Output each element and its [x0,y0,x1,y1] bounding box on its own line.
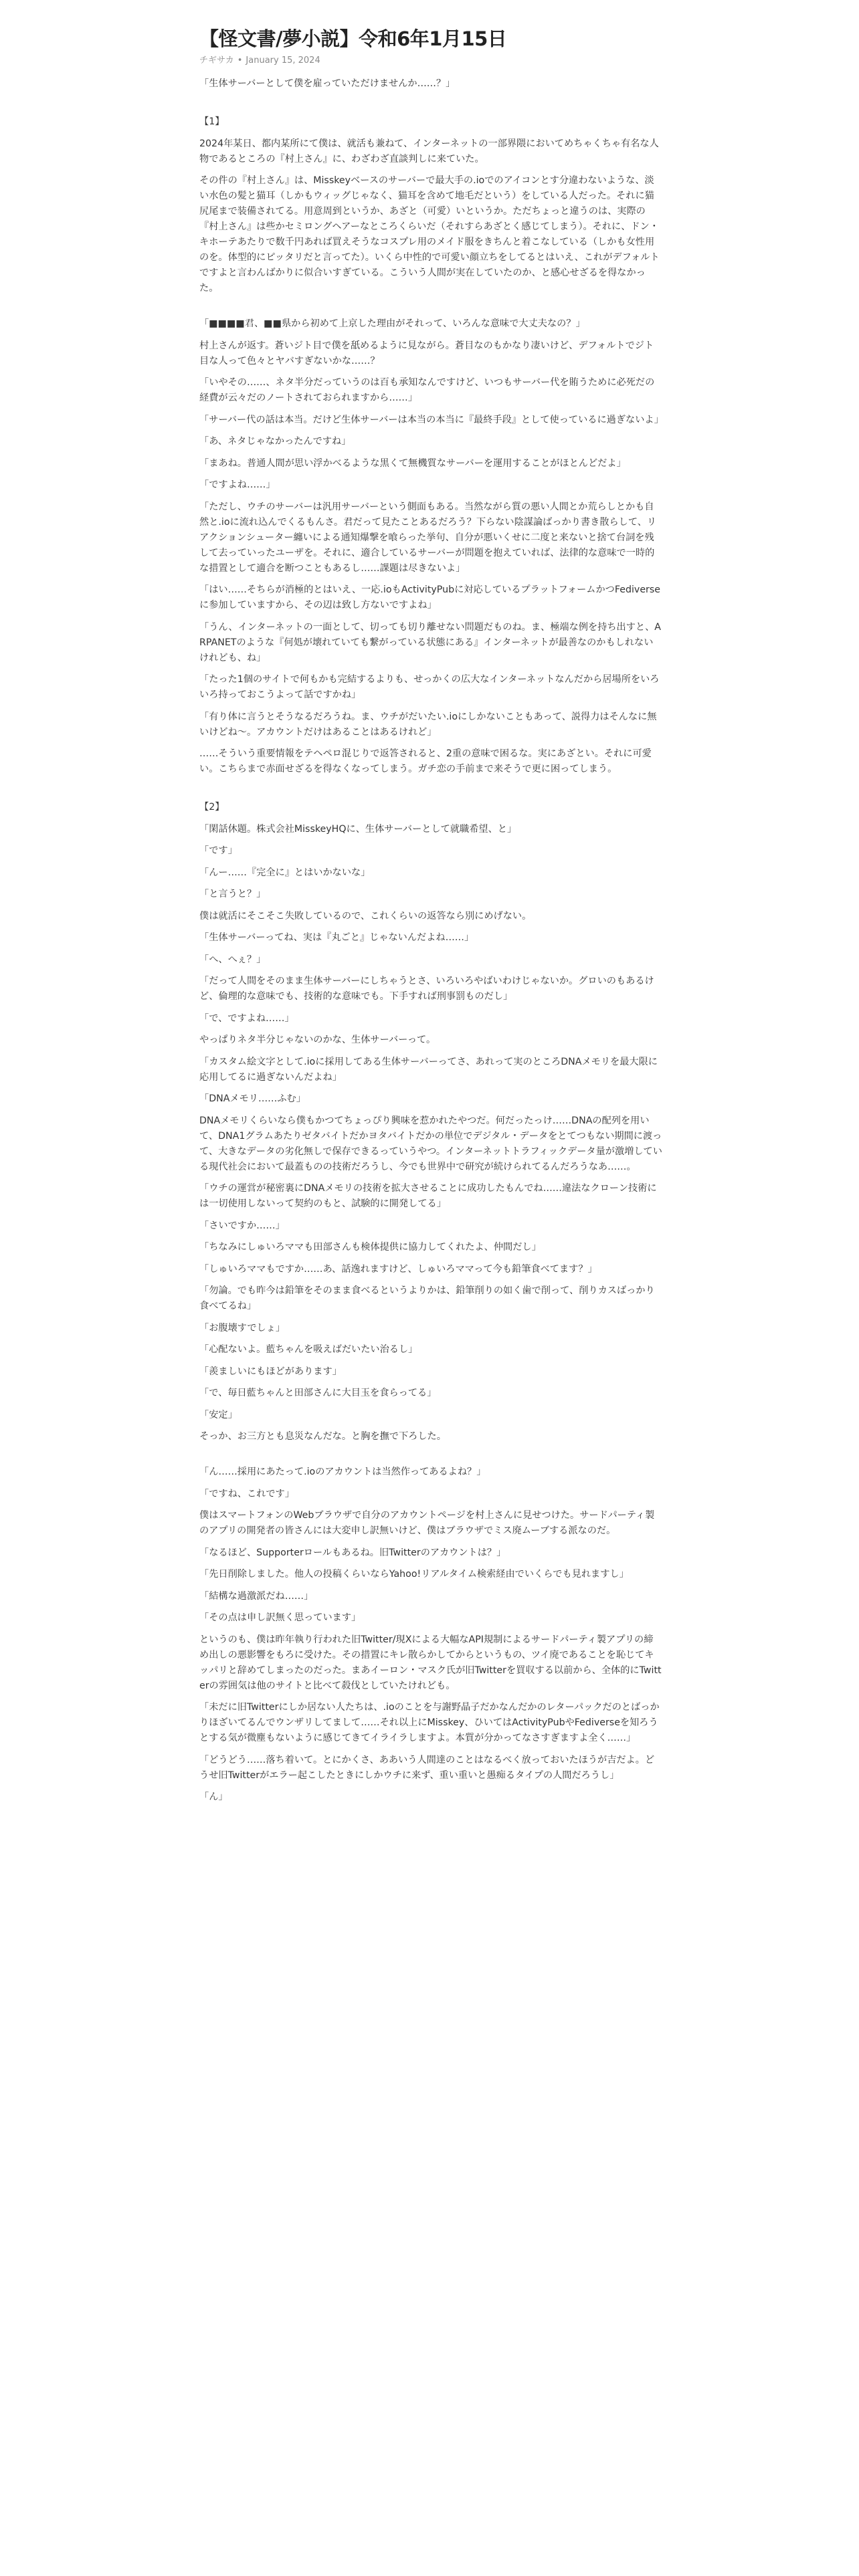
paragraph: 「閑話休題。株式会社MisskeyHQに、生体サーバーとして就職希望、と」 [199,823,517,835]
article-title: 【怪文書/夢小説】令和6年1月15日 [199,27,507,50]
paragraph: ……そういう重要情報をテヘペロ混じりで返答されると、2重の意味で困るな。実にあざとい。それに可愛い。こちらまで赤面せざるを得なくなってしまう。ガチ恋の手前まで来そうで更に困ってしまう。 [199,748,652,774]
paragraph: 「んー……『完全に』とはいかないな」 [199,867,371,878]
paragraph: 「で、ですよね……」 [199,1012,294,1024]
paragraph: 「ちなみにしゅいろママも田部さんも検体提供に協力してくれたよ、仲間だし」 [199,1242,541,1253]
article-meta [199,55,662,67]
paragraph: 「ですね、これです」 [199,1488,294,1499]
paragraph: 「生体サーバーってね、実は『丸ごと』じゃないんだよね……」 [199,932,474,943]
paragraph: 「たった1個のサイトで何もかも完結するよりも、せっかくの広大なインターネットなんだから居場所をいろいろ持っておこうよって話ですかね」 [199,674,660,700]
paragraph: 「なるほど、Supporterロールもあるね。旧Twitterのアカウントは？」 [199,1547,506,1558]
paragraph: 「しゅいろママもですか……あ、話逸れますけど、しゅいろママって今も鉛筆食べてます？」 [199,1263,597,1275]
paragraph: 「どうどう……落ち着いて。とにかくさ、ああいう人間達のことはなるべく放っておいたほうが吉だよ。どうせ旧Twitterがエラー起こしたときにしかウチに来ず、重い重いと愚痴るタイプの人間だろうし」 [199,1754,655,1781]
paragraph: 「サーバー代の話は本当。だけど生体サーバーは本当の本当に『最終手段』として使っているに過ぎないよ」 [199,414,664,425]
paragraph: 「です」 [199,845,237,856]
article [199,0,662,1805]
paragraph: 「■■■■君、■■県から初めて上京した理由がそれって、いろんな意味で大丈夫なの？」 [199,318,585,329]
paragraph: 「と言うと？」 [199,889,266,899]
section-heading: 【2】 [199,802,225,813]
paragraph: 「はい……そちらが消極的とはいえ、一応.ioもActivityPubに対応しているプラットフォームかつFediverseに参加していますから、その辺は致し方ないですよね」 [199,584,661,611]
paragraph: 「生体サーバーとして僕を雇っていただけませんか……？」 [199,78,456,89]
paragraph: 「だって人間をそのまま生体サーバーにしちゃうとさ、いろいろやばいわけじゃないか。グロいのもあるけど、倫理的な意味でも、技術的な意味でも。下手すれば刑事罰ものだし」 [199,976,654,1002]
paragraph: そっか、お三方とも息災なんだな。と胸を撫で下ろした。 [199,1431,446,1442]
paragraph: 「DNAメモリ……ふむ」 [199,1093,306,1104]
paragraph: というのも、僕は昨年執り行われた旧Twitter/現Xによる大幅なAPI規制によるサードパーティ製アプリの締め出しの悪影響をもろに受けた。その措置にキレ散らかしてからというもの、ツイ廃であることを恥じてキッパリと辞めてしまったのだった。まあイーロン・マスク氏が旧Twitterを買収する以前から、全体的にTwitterの雰囲気は他のサイトと比べて殺伐としていたけれども。 [199,1634,662,1691]
paragraph: 僕は就活にそこそこ失敗しているので、これくらいの返答なら別にめげない。 [199,910,532,922]
paragraph: 「結構な過激派だね……」 [199,1590,314,1602]
paragraph: 「ウチの運営が秘密裏にDNAメモリの技術を拡大させることに成功したもんでね……違法なクローン技術には一切使用しないって契約のもと、試験的に開発してる」 [199,1183,657,1209]
paragraph: 僕はスマートフォンのWebブラウザで自分のアカウントページを村上さんに見せつけた。サードパーティ製のアプリの開発者の皆さんには大変申し訳無いけど、僕はブラウザでミス廃ムーブする派なのだ。 [199,1510,655,1536]
paragraph: 「未だに旧Twitterにしか居ない人たちは、.ioのことを与謝野晶子だかなんだかのレターパックだのとばっかりほざいてるんでウンザリしてまして……それ以上にMisskey、ひいてはActivityPubやFediverseを知ろうとする気が微塵もないように感じてきてイライラしますよ。本質が分かってなさすぎますよ全く……」 [199,1702,660,1743]
author-name[interactable]: チギサカ [199,56,234,66]
paragraph: 「お腹壊すでしょ」 [199,1322,286,1333]
paragraph: 「へ、へぇ？」 [199,954,266,965]
meta-separator: • [237,56,243,66]
paragraph: 「で、毎日藍ちゃんと田部さんに大目玉を食らってる」 [199,1388,437,1398]
paragraph: 「安定」 [199,1409,237,1420]
paragraph: 「ん……採用にあたって.ioのアカウントは当然作ってあるよね？」 [199,1467,486,1477]
paragraph: 「ん」 [199,1792,228,1802]
paragraph: 「先日削除しました。他人の投稿くらいならYahoo!リアルタイム検索経由でいくらでも見れますし」 [199,1569,629,1580]
article-body [199,76,662,1805]
paragraph: 「勿論。でも昨今は鉛筆をそのまま食べるというよりかは、鉛筆削りの如く歯で削って、削りカスばっかり食べてるね」 [199,1285,655,1311]
publish-date: January 15, 2024 [246,56,320,66]
section-heading: 【1】 [199,116,225,127]
paragraph: 「ただし、ウチのサーバーは汎用サーバーという側面もある。当然ながら質の悪い人間とか荒らしとかも自然と.ioに流れ込んでくるもんさ。君だって見たことあるだろう？下らない陰謀論ばっかり書き散らして、リアクションシューター纏いによる通知爆撃を喰らった挙句、自分が悪いくせに二度と来ないと捨て台詞を残して去っていったユーザを。それに、適合しているサーバーが問題を抱えていれば、法律的な意味で一時的な措置として適合を断つこともあるし……課題は尽きないよ」 [199,501,657,574]
paragraph: 「ですよね……」 [199,479,276,490]
paragraph: 2024年某日、都内某所にて僕は、就活も兼ねて、インターネットの一部界隈においてめちゃくちゃ有名な人物であるところの『村上さん』に、わざわざ直談判しに来ていた。 [199,138,659,165]
paragraph: 「うん、インターネットの一面として、切っても切り離せない問題だものね。ま、極端な例を持ち出すと、ARPANETのような『何処が壊れていても繋がっている状態にある』インターネットが最善なのかもしれないけれども、ね」 [199,621,661,663]
paragraph: やっぱりネタ半分じゃないのかな、生体サーバーって。 [199,1035,436,1045]
paragraph: 「有り体に言うとそうなるだろうね。ま、ウチがだいたい.ioにしかないこともあって、説得力はそんなに無いけどね～。アカウントだけはあることはあるけれど」 [199,711,657,738]
paragraph: 「心配ないよ。藍ちゃんを吸えばだいたい治るし」 [199,1344,418,1355]
paragraph: その件の『村上さん』は、Misskeyベースのサーバーで最大手の.ioでのアイコンとす分違わないような、淡い水色の髪と猫耳（しかもウィッグじゃなく、猫耳を含めて地毛だという）をしている人だった。それに猫尻尾まで装備されてる。用意周到というか、あざと（可愛）いというか。ただちょっと違うのは、実際の『村上さん』は些かセミロングヘアーなところくらいだ（それすらあざとく感じてしまう）。それに、ドン・キホーテあたりで数千円あれば買えそうなコスプレ用のメイド服をきちんと着こなしている（しかも女性用のを。体型的にピッタリだと言ってた）。いくら中性的で可愛い顔立ちをしてるとはいえ、これがデフォルトですよと言わんばかりに似合いすぎている。こういう人間が実在していたのか、と感心せざるを得なかった。 [199,175,660,294]
paragraph: 「いやその……、ネタ半分だっていうのは百も承知なんですけど、いつもサーバー代を賄うために必死だの経費が云々だのノートされておられますから……」 [199,377,655,403]
paragraph: 村上さんが返す。蒼いジト目で僕を舐めるように見ながら。蒼目なのもかなり凄いけど、デフォルトでジト目な人って色々とヤバすぎないかな……？ [199,340,654,366]
paragraph: 「その点は申し訳無く思っています」 [199,1612,361,1623]
paragraph: 「羨ましいにもほどがあります」 [199,1366,342,1377]
paragraph: DNAメモリくらいなら僕もかつてちょっぴり興味を惹かれたやつだ。何だったっけ……DNAの配列を用いて、DNA1グラムあたりゼタバイトだかヨタバイトだかの単位でデジタル・データをとてつもない期間に渡って、大きなデータの劣化無しで保存できるっていうやつ。インターネットトラフィックデータ量が激増している現代社会において最蓋ものの技術だろうし、今でも世界中で研究が続けられてるんだろうなあ……。 [199,1115,662,1172]
paragraph: 「さいですか……」 [199,1220,285,1231]
paragraph: 「まあね。普通人間が思い浮かべるような黒くて無機質なサーバーを運用することがほとんどだよ」 [199,457,626,469]
paragraph: 「カスタム絵文字として.ioに採用してある生体サーバーってさ、あれって実のところDNAメモリを最大限に応用してるに過ぎないんだよね」 [199,1056,658,1083]
paragraph: 「あ、ネタじゃなかったんですね」 [199,436,351,447]
